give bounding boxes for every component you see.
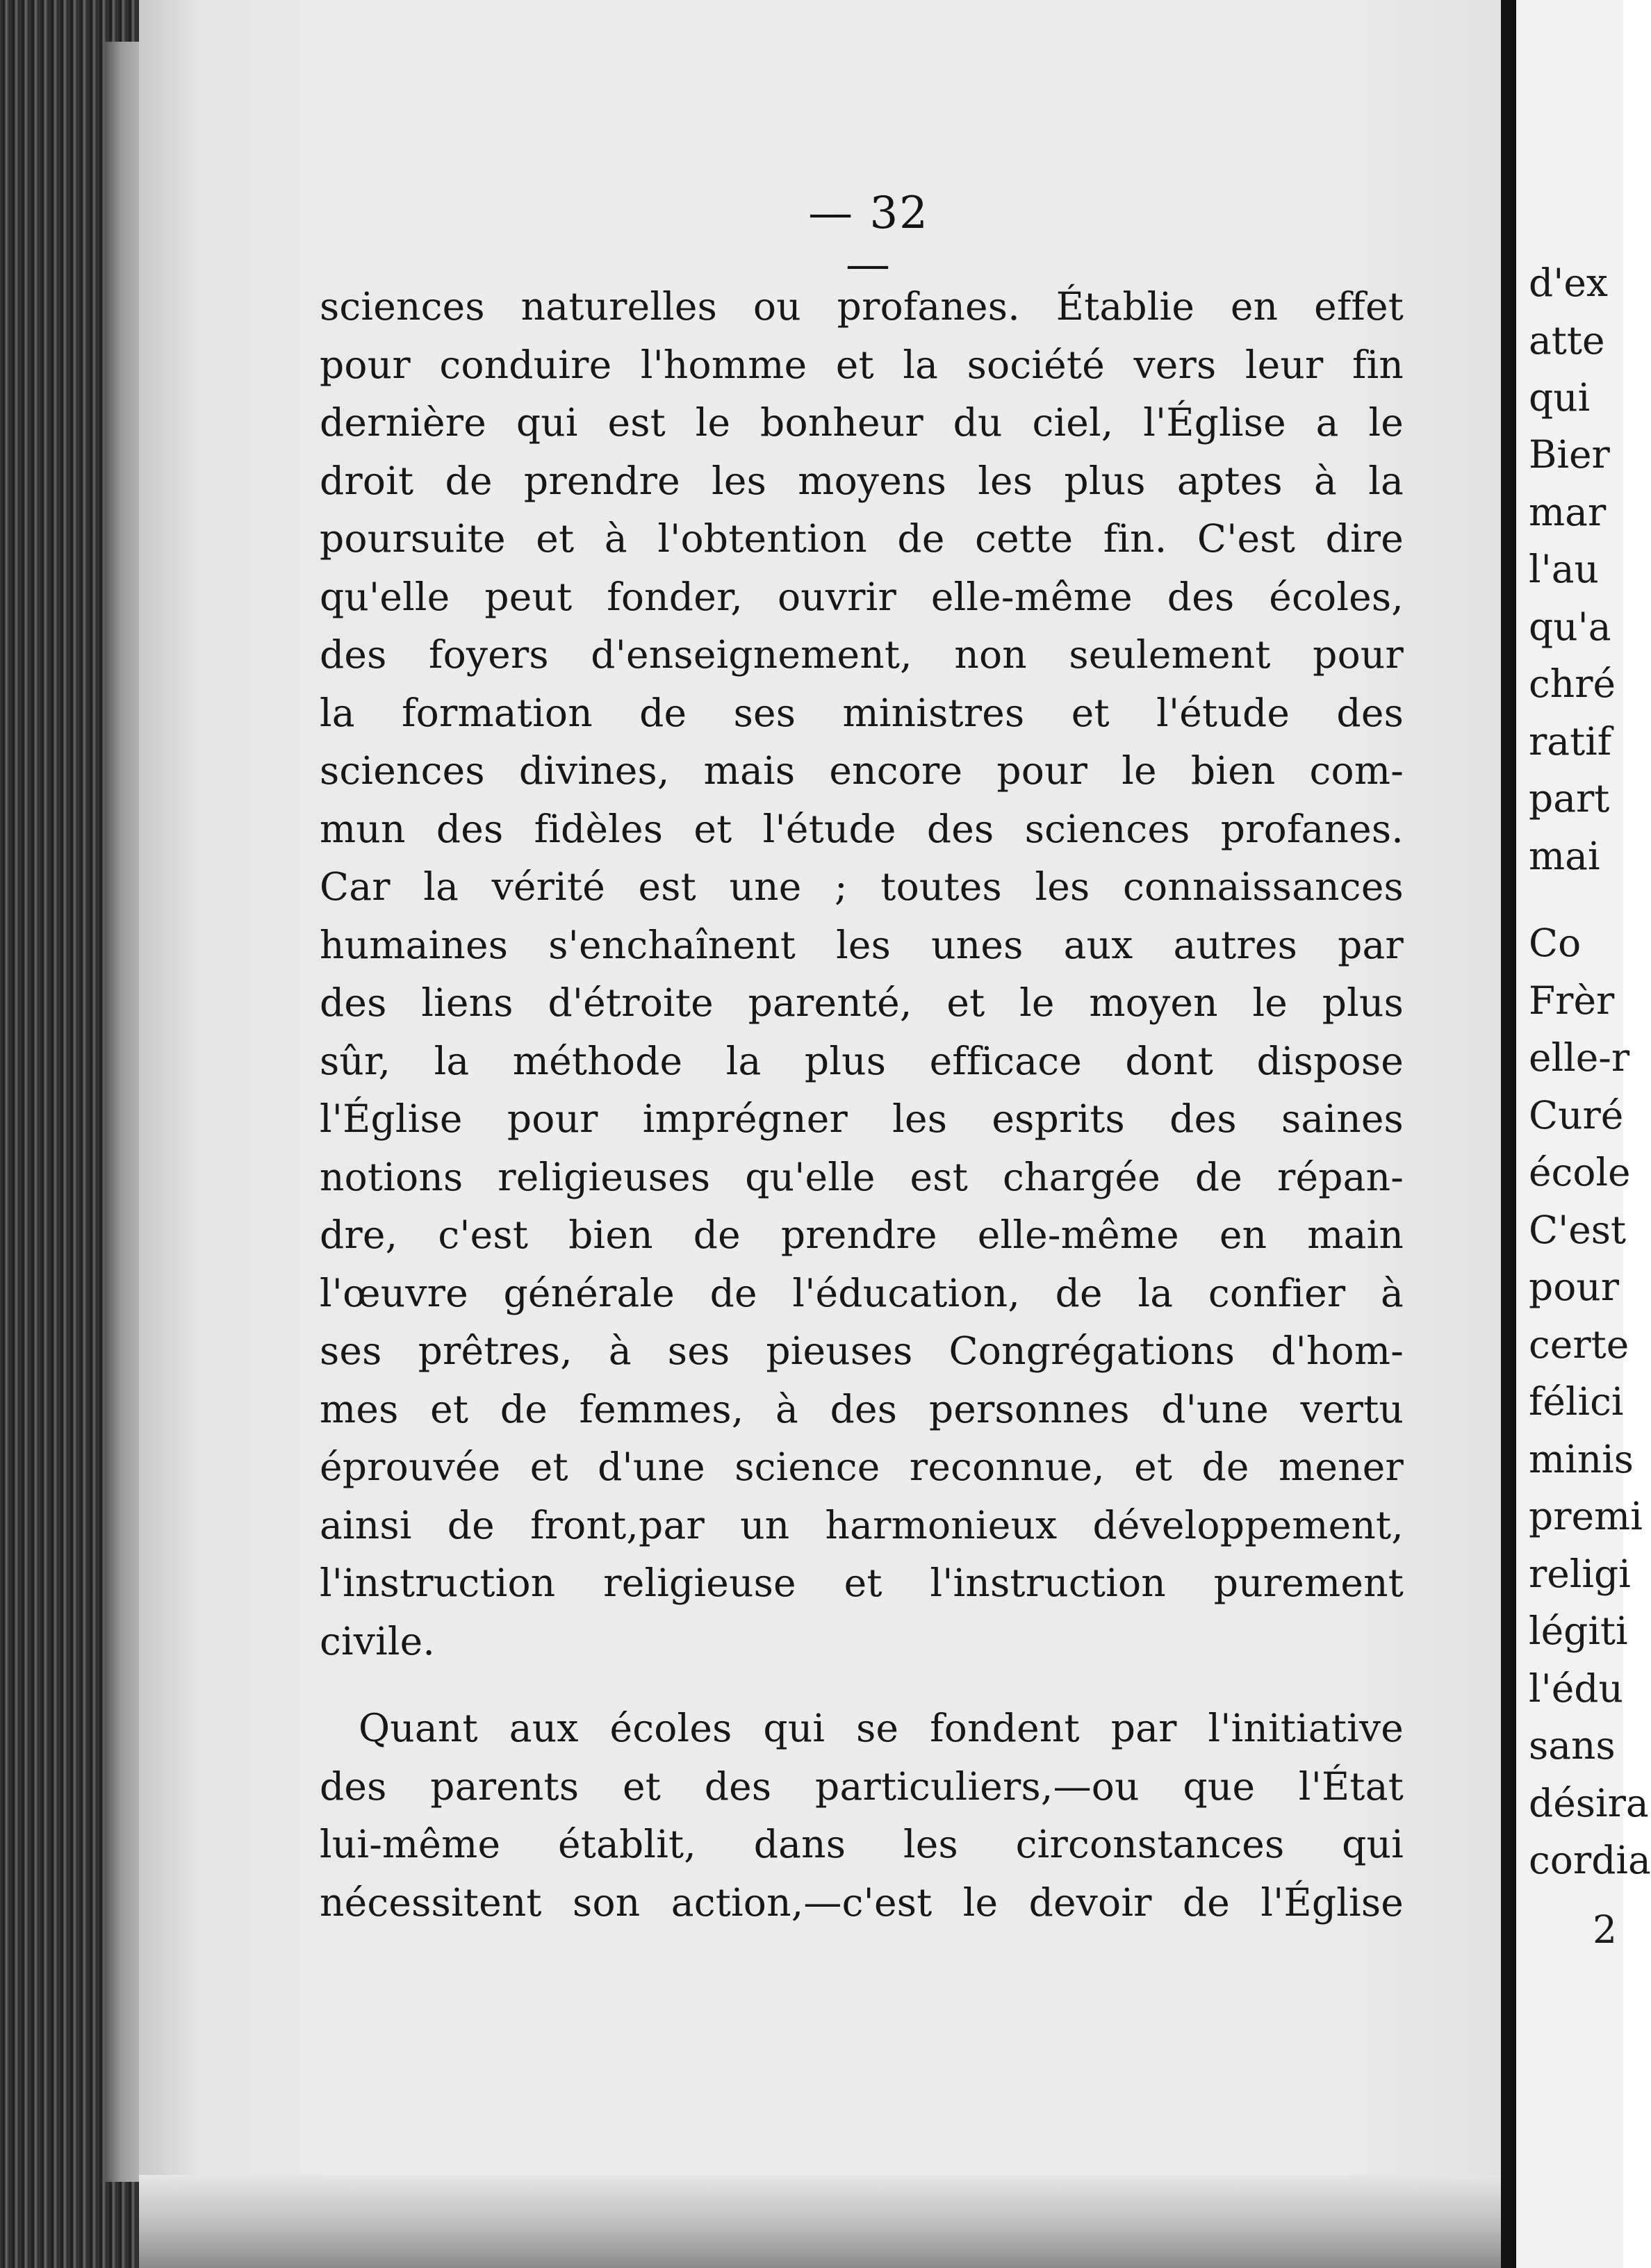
text-line: des parents et des particuliers,—ou que l'État <box>320 1764 1404 1809</box>
right-page-fragment: minis <box>1529 1437 1634 1481</box>
right-page-fragment: atte <box>1529 318 1605 363</box>
right-page-fragment: félici <box>1529 1379 1624 1424</box>
text-line: mes et de femmes, à des personnes d'une vertu <box>320 1386 1404 1431</box>
right-page-fragment: part <box>1529 776 1610 821</box>
text-line: l'Église pour imprégner les esprits des saines <box>320 1096 1404 1141</box>
text-line: sciences divines, mais encore pour le bien com- <box>320 748 1404 793</box>
book-gutter <box>1501 0 1516 2268</box>
right-page-fragment: elle-r <box>1529 1035 1630 1080</box>
right-page-fragment: chré <box>1529 662 1616 706</box>
right-page-fragment: mar <box>1529 490 1607 534</box>
text-line: pour conduire l'homme et la société vers leur fin <box>320 342 1404 387</box>
text-line: Car la vérité est une ; toutes les connaissances <box>320 864 1404 909</box>
right-page-fragment: Frèr <box>1529 978 1615 1023</box>
text-line: ainsi de front,par un harmonieux développement, <box>320 1502 1404 1547</box>
text-line: l'œuvre générale de l'éducation, de la confier à <box>320 1270 1404 1315</box>
right-page-fragment: l'édu <box>1529 1666 1623 1711</box>
right-page-fragment: école <box>1529 1150 1631 1194</box>
text-line: dernière qui est le bonheur du ciel, l'Église a le <box>320 400 1404 445</box>
text-line: l'instruction religieuse et l'instruction purement <box>320 1561 1404 1605</box>
right-page-fragment: 2 <box>1593 1907 1617 1952</box>
paragraph-2 <box>320 1700 1404 1932</box>
text-line: des liens d'étroite parenté, et le moyen le plus <box>320 980 1404 1025</box>
right-page-fragment: l'au <box>1529 547 1599 591</box>
right-page-fragment: d'ex <box>1529 261 1608 305</box>
paragraph-1 <box>320 278 1404 1670</box>
text-line: humaines s'enchaînent les unes aux autres par <box>320 922 1404 967</box>
text-line: ses prêtres, à ses pieuses Congrégations d'hom- <box>320 1329 1404 1373</box>
right-page-fragment: qu'a <box>1529 605 1611 649</box>
paragraph-spacer <box>320 1670 1404 1700</box>
text-line: lui-même établit, dans les circonstances qui <box>320 1822 1404 1866</box>
right-page-fragment: premi <box>1529 1494 1643 1538</box>
text-line: dre, c'est bien de prendre elle-même en main <box>320 1213 1404 1257</box>
right-page-fragment: Bier <box>1529 432 1610 477</box>
right-page-fragment: religi <box>1529 1552 1631 1596</box>
text-line: éprouvée et d'une science reconnue, et de mener <box>320 1445 1404 1489</box>
right-page-fragment: pour <box>1529 1265 1620 1309</box>
text-line: sciences naturelles ou profanes. Établie en effet <box>320 284 1404 329</box>
right-page-fragment: légiti <box>1529 1609 1628 1653</box>
right-page-fragment: certe <box>1529 1322 1629 1367</box>
right-page-fragment: cordia <box>1529 1838 1651 1882</box>
right-page-fragment: qui <box>1529 375 1591 420</box>
text-line: poursuite et à l'obtention de cette fin. C'est dire <box>320 516 1404 561</box>
text-line: sûr, la méthode la plus efficace dont dispose <box>320 1038 1404 1083</box>
text-line: nécessitent son action,—c'est le devoir de l'Église <box>320 1880 1404 1925</box>
right-page-fragment: mai <box>1529 834 1600 878</box>
text-line: notions religieuses qu'elle est chargée de répan- <box>320 1154 1404 1199</box>
left-page-bottom-shadow <box>139 2175 1501 2268</box>
right-page-fragment: désira <box>1529 1781 1649 1825</box>
right-page-fragment: Co <box>1529 921 1582 965</box>
text-line: droit de prendre les moyens les plus aptes à la <box>320 458 1404 503</box>
text-line: Quant aux écoles qui se fondent par l'initiative <box>359 1706 1404 1750</box>
right-page-fragment: Curé <box>1529 1093 1624 1137</box>
text-line: qu'elle peut fonder, ouvrir elle-même des écoles, <box>320 574 1404 619</box>
text-line: mun des fidèles et l'étude des sciences profanes. <box>320 806 1404 851</box>
right-page <box>1516 0 1651 2268</box>
text-line: la formation de ses ministres et l'étude des <box>320 690 1404 735</box>
page-body-text <box>320 278 1404 1932</box>
text-line: des foyers d'enseignement, non seulement pour <box>320 632 1404 677</box>
right-page-fragment: sans <box>1529 1723 1616 1768</box>
right-page-fragment: ratif <box>1529 719 1612 764</box>
page-number: — 32 — <box>808 188 929 290</box>
text-line: civile. <box>320 1618 436 1663</box>
right-page-fragment: C'est <box>1529 1208 1627 1252</box>
